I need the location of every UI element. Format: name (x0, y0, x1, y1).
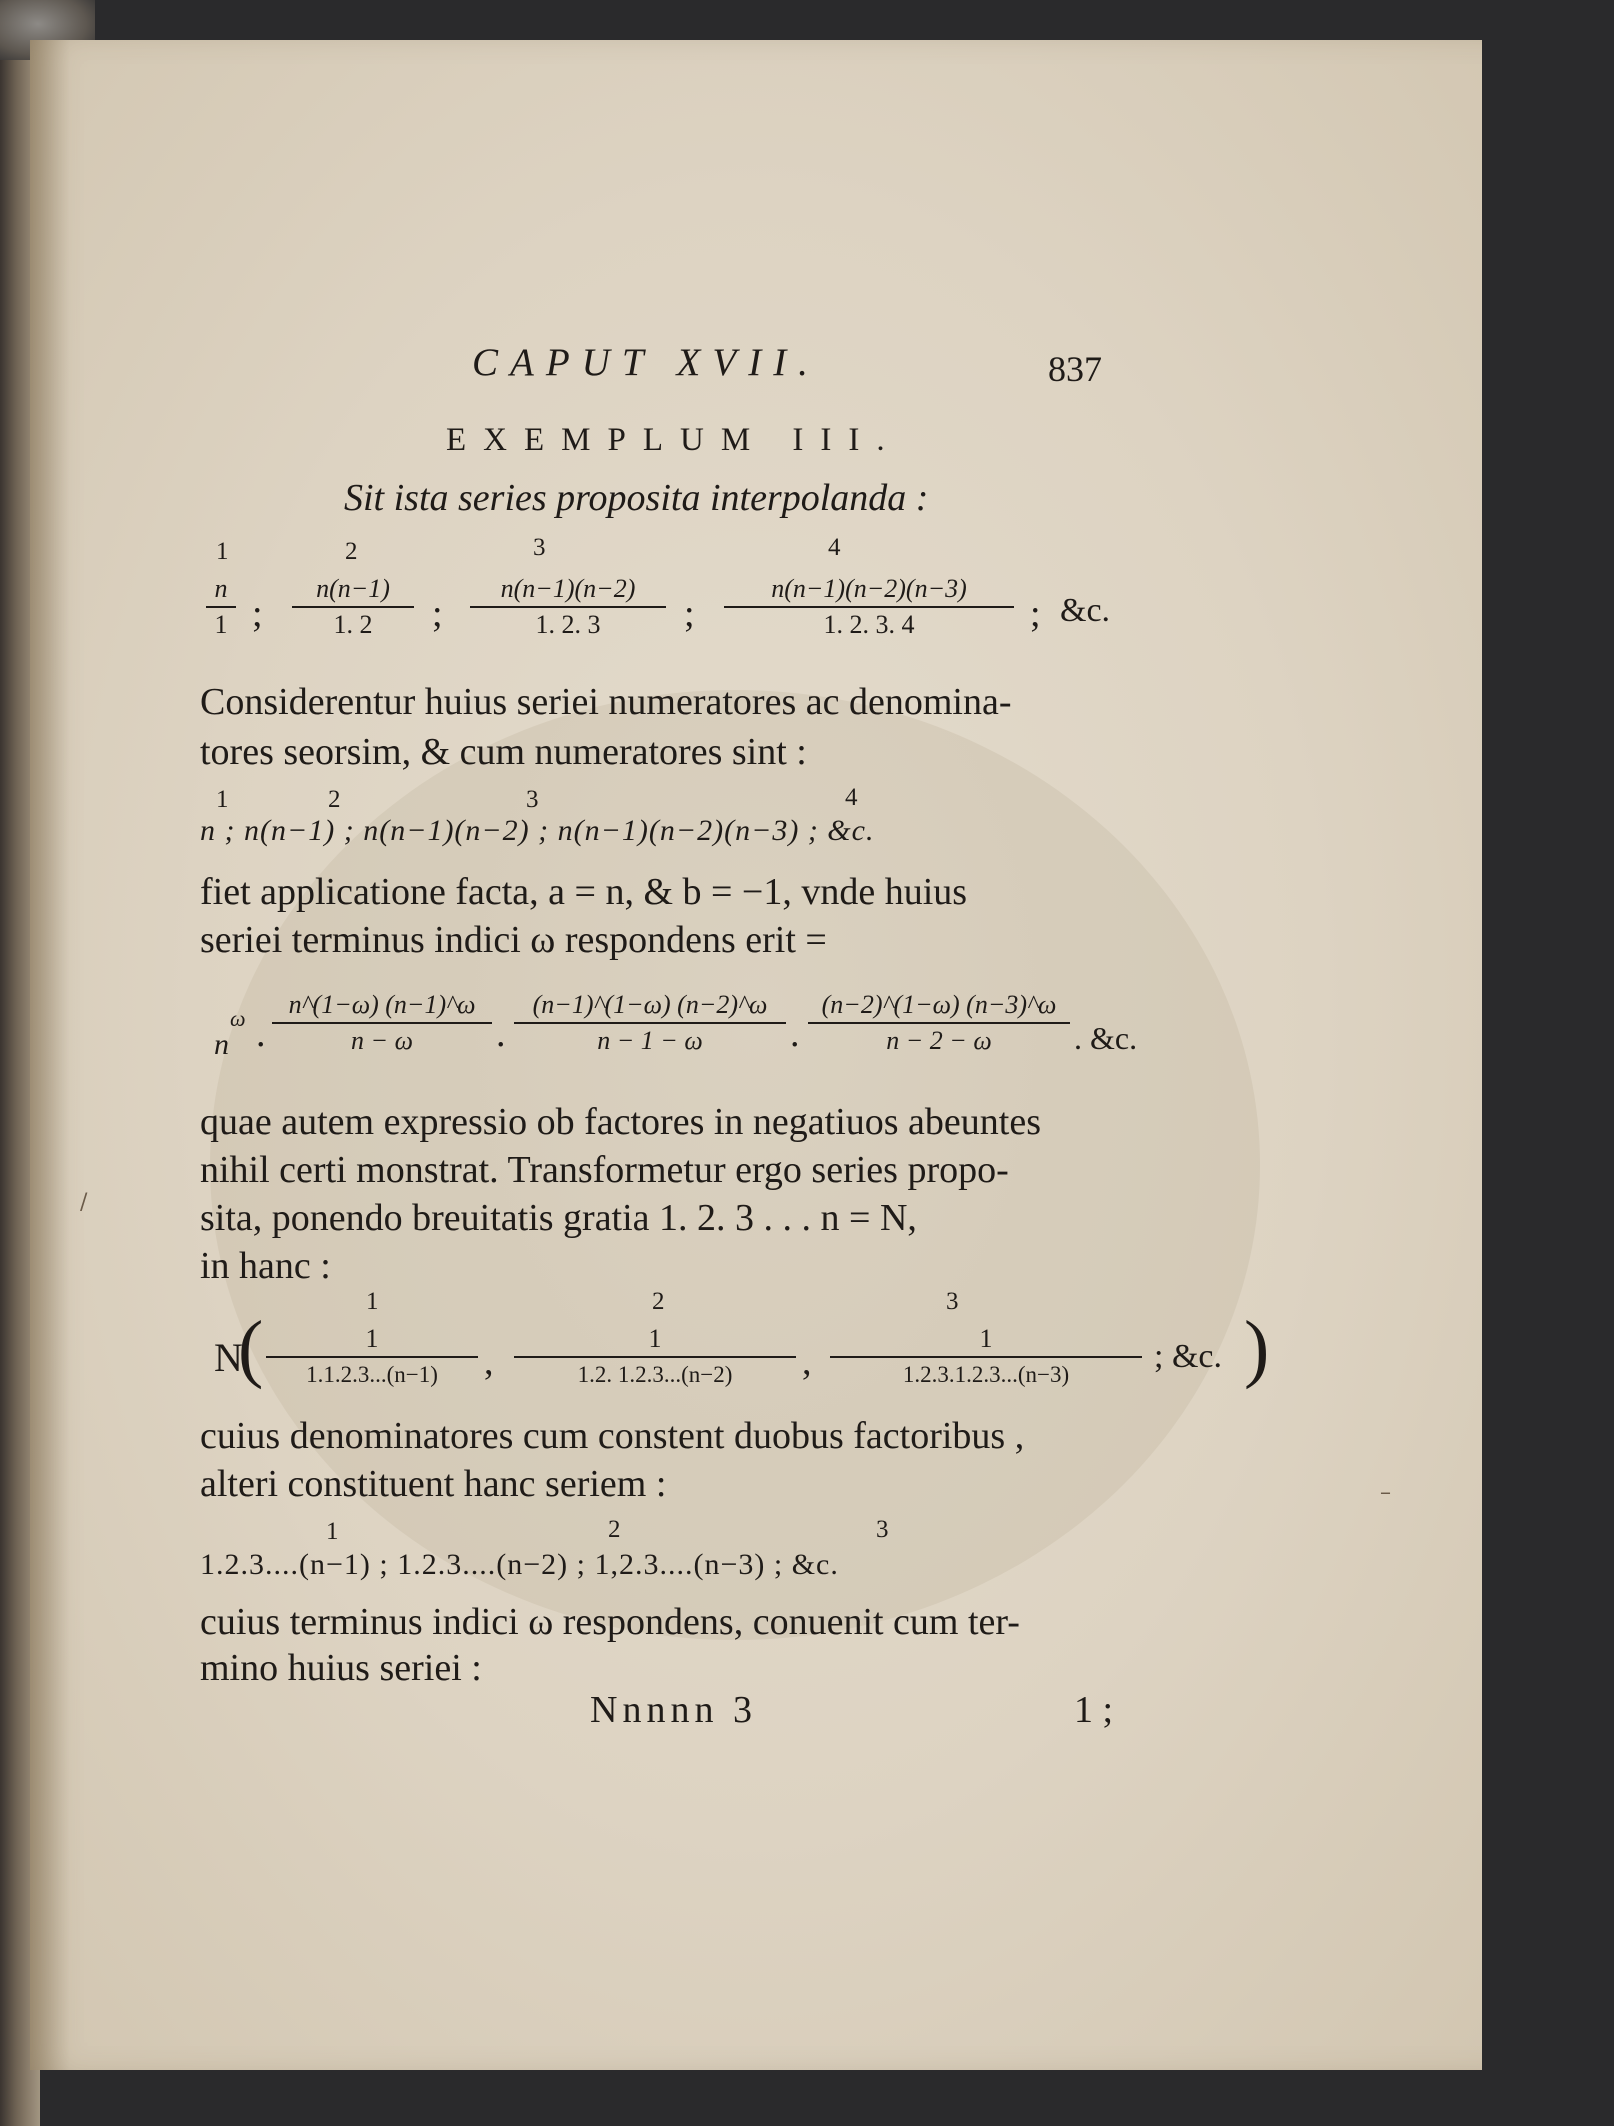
series3-index: 3 (876, 1516, 889, 1543)
term-numerator: 1 (979, 1324, 993, 1353)
formula1-factor (272, 990, 492, 1056)
series-separator: , (802, 1341, 812, 1383)
factor-denominator: n − ω (351, 1026, 413, 1055)
series1-index: 1 (216, 538, 229, 565)
series2-index: 1 (216, 786, 229, 813)
series2-index: 4 (845, 784, 858, 811)
fraction-bar (724, 606, 1014, 608)
formula2-term (830, 1324, 1142, 1390)
series-separator: ; (1030, 593, 1041, 635)
section-title: EXEMPLUM III. (446, 422, 902, 458)
term-denominator: 1 (214, 610, 228, 639)
text-line: mino huius seriei : (200, 1647, 482, 1689)
series-etc: &c. (1060, 592, 1111, 629)
series1-term (292, 574, 414, 640)
running-title: CAPUT XVII. (472, 341, 820, 384)
open-paren: ( (238, 1306, 264, 1390)
fraction-bar (830, 1356, 1142, 1358)
text-line: sita, ponendo breuitatis gratia 1. 2. 3 . . . n = N, (200, 1197, 917, 1239)
term-numerator: 1 (365, 1324, 379, 1353)
term-denominator: 1.1.2.3...(n−1) (306, 1362, 438, 1387)
series2-line: n ; n(n−1) ; n(n−1)(n−2) ; n(n−1)(n−2)(n−3) ; &c. (200, 814, 875, 847)
series3-index: 2 (608, 1516, 621, 1543)
factor-denominator: n − 2 − ω (886, 1026, 992, 1055)
text-line: Considerentur huius seriei numeratores ac denomina- (200, 681, 1012, 723)
term-numerator: n(n−1) (316, 574, 390, 603)
formula-etc: . &c. (1074, 1020, 1138, 1056)
series-separator: , (484, 1341, 494, 1383)
fraction-bar (266, 1356, 478, 1358)
factor-numerator: n^(1−ω) (n−1)^ω (288, 990, 476, 1019)
page-mark: / (80, 1190, 88, 1215)
formula2-prefix: N (214, 1335, 243, 1380)
series-separator: ; (432, 593, 443, 635)
fraction-bar (808, 1022, 1070, 1024)
formula2-index: 3 (946, 1288, 959, 1315)
series1-term (206, 574, 236, 640)
fraction-bar (206, 606, 236, 608)
text-line: tores seorsim, & cum numeratores sint : (200, 731, 807, 773)
formula2-etc: ; &c. (1154, 1338, 1222, 1375)
signature-mark: Nnnnn 3 (590, 1689, 757, 1731)
book-page (30, 40, 1482, 2070)
term-numerator: n(n−1)(n−2)(n−3) (771, 574, 967, 603)
formula-lead: n (214, 1028, 229, 1061)
formula-dot: . (256, 1013, 266, 1055)
fraction-bar (470, 606, 666, 608)
series3-index: 1 (326, 1518, 339, 1545)
page-number: 837 (1048, 349, 1102, 389)
fraction-bar (514, 1022, 786, 1024)
text-line: in hanc : (200, 1245, 331, 1287)
fraction-bar (272, 1022, 492, 1024)
series1-index: 4 (828, 534, 841, 561)
text-line: alteri constituent hanc seriem : (200, 1463, 667, 1505)
term-denominator: 1. 2 (333, 610, 373, 639)
term-numerator: n(n−1)(n−2) (500, 574, 636, 603)
series3-line: 1.2.3....(n−1) ; 1.2.3....(n−2) ; 1,2.3....(n−3) ; &c. (200, 1548, 839, 1581)
series2-index: 2 (328, 786, 341, 813)
series1-index: 2 (345, 538, 358, 565)
text-line: cuius terminus indici ω respondens, conuenit cum ter- (200, 1601, 1020, 1643)
text-line: cuius denominatores cum constent duobus factoribus , (200, 1415, 1025, 1457)
formula2-index: 1 (366, 1288, 379, 1315)
formula2-index: 2 (652, 1288, 665, 1315)
series1-term (470, 574, 666, 640)
formula-dot: . (496, 1013, 506, 1055)
term-denominator: 1.2.3.1.2.3...(n−3) (902, 1362, 1070, 1387)
term-numerator: 1 (648, 1324, 662, 1353)
factor-numerator: (n−2)^(1−ω) (n−3)^ω (821, 990, 1057, 1019)
series1-index: 3 (533, 534, 546, 561)
formula2-term (514, 1324, 796, 1390)
text-line: nihil certi monstrat. Transformetur ergo series propo- (200, 1149, 1009, 1191)
term-numerator: n (214, 574, 228, 603)
formula-lead-exponent: ω (230, 1006, 246, 1031)
section-intro: Sit ista series proposita interpolanda : (344, 477, 929, 519)
page-gutter-shadow (30, 40, 70, 2070)
series2-index: 3 (526, 786, 539, 813)
text-line: fiet applicatione facta, a = n, & b = −1, vnde huius (200, 871, 968, 913)
series1-term (724, 574, 1014, 640)
formula2-term (266, 1324, 478, 1390)
page-mark: – (1380, 1480, 1391, 1505)
fraction-bar (292, 606, 414, 608)
term-denominator: 1.2. 1.2.3...(n−2) (577, 1362, 733, 1387)
factor-numerator: (n−1)^(1−ω) (n−2)^ω (532, 990, 768, 1019)
series-separator: ; (684, 593, 695, 635)
term-denominator: 1. 2. 3 (535, 610, 601, 639)
term-denominator: 1. 2. 3. 4 (823, 610, 915, 639)
text-line: seriei terminus indici ω respondens erit = (200, 919, 827, 961)
catchword: 1 ; (1074, 1689, 1114, 1731)
close-paren: ) (1244, 1306, 1270, 1390)
formula1-factor (808, 990, 1070, 1056)
factor-denominator: n − 1 − ω (597, 1026, 703, 1055)
text-line: quae autem expressio ob factores in negatiuos abeuntes (200, 1101, 1041, 1143)
series-separator: ; (252, 593, 263, 635)
formula-dot: . (790, 1013, 800, 1055)
formula1-factor (514, 990, 786, 1056)
fraction-bar (514, 1356, 796, 1358)
